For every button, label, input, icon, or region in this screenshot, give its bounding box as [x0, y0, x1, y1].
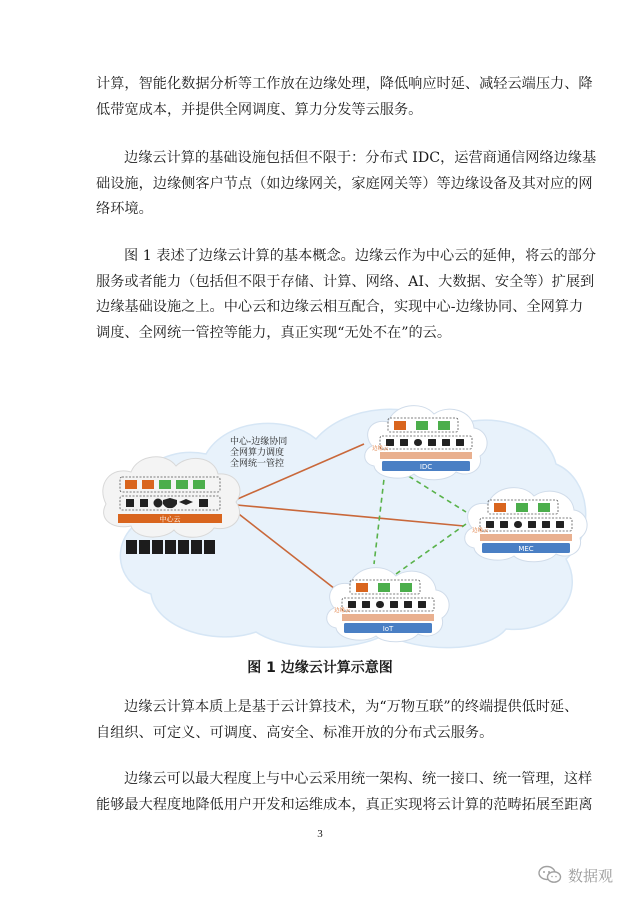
- shield-icon: [390, 601, 398, 608]
- storage-icon: [418, 601, 426, 608]
- storage-icon: [456, 439, 464, 446]
- edge-rack-bar: [342, 614, 434, 621]
- paragraph-line: 低带宽成本，并提供全网调度、算力分发等云服务。: [96, 101, 423, 118]
- monitor-icon: [125, 480, 137, 489]
- shield-icon: [428, 439, 436, 446]
- annotation-line: 中心-边缘协同: [230, 437, 288, 447]
- paragraph-line: 计算，智能化数据分析等工作放在边缘处理，降低响应时延、减轻云端压力、降: [96, 76, 593, 92]
- paragraph-line: 边缘云计算的基础设施包括但不限于：分布式 IDC，运营商通信网络边缘基: [124, 150, 597, 166]
- server-rack-icon: [126, 540, 215, 554]
- page-number: 3: [317, 828, 323, 840]
- edge-node-label: IoT: [382, 624, 394, 633]
- monitor-icon: [193, 480, 205, 489]
- annotation: [230, 435, 287, 469]
- storage-icon: [199, 499, 208, 507]
- paragraph-line: 调度、全网统一管控等能力，真正实现“无处不在”的云。: [96, 324, 452, 341]
- paragraph-5: [96, 767, 593, 818]
- monitor-icon: [494, 503, 506, 512]
- paragraph-line: 础设施，边缘侧客户节点（如边缘网关，家庭网关等）等边缘设备及其对应的网: [96, 175, 593, 192]
- monitor-icon: [176, 480, 188, 489]
- ai-icon: [414, 439, 422, 446]
- annotation-line: 全网算力调度: [230, 448, 285, 458]
- paragraph-2: [96, 146, 597, 223]
- paragraph-line: 图 1 表述了边缘云计算的基本概念。边缘云作为中心云的延伸，将云的部分: [124, 248, 597, 264]
- chip-icon: [486, 521, 494, 528]
- edge-rack-bar: [480, 534, 572, 541]
- monitor-icon: [356, 583, 368, 592]
- paragraph-line: 边缘云可以最大程度上与中心云采用统一架构、统一接口、统一管理，这样: [124, 771, 593, 787]
- layers-icon: [442, 439, 450, 446]
- network-icon: [362, 601, 370, 608]
- paragraph-line: 络环境。: [96, 201, 153, 217]
- ai-icon: [154, 499, 163, 508]
- paragraph-4: [96, 695, 579, 746]
- monitor-icon: [516, 503, 528, 512]
- edge-tag: 边缘云: [334, 608, 351, 614]
- edge-cloud-diagram: [96, 384, 600, 650]
- paragraph-line: 能够最大程度地降低用户开发和运维成本，真正实现将云计算的范畴拓展至距离: [96, 796, 593, 813]
- monitor-icon: [159, 480, 171, 489]
- storage-icon: [556, 521, 564, 528]
- paragraph-line: 边缘云计算本质上是基于云计算技术，为“万物互联”的终端提供低时延、: [124, 699, 579, 715]
- chip-icon: [126, 499, 134, 507]
- chip-icon: [348, 601, 356, 608]
- monitor-icon: [538, 503, 550, 512]
- network-icon: [400, 439, 408, 446]
- chip-icon: [386, 439, 394, 446]
- center-cloud-label: 中心云: [159, 515, 181, 524]
- edge-tag: 边缘云: [372, 446, 389, 452]
- monitor-icon: [416, 421, 428, 430]
- layers-icon: [404, 601, 412, 608]
- monitor-icon: [394, 421, 406, 430]
- monitor-icon: [438, 421, 450, 430]
- paragraph-line: 自组织、可定义、可调度、高安全、标准开放的分布式云服务。: [96, 724, 494, 741]
- paragraph-line: 边缘基础设施之上。中心云和边缘云相互配合，实现中心-边缘协同、全网算力: [96, 299, 584, 315]
- network-icon: [500, 521, 508, 528]
- paragraph-1: [96, 72, 593, 123]
- figure-caption: 图 1 边缘云计算示意图: [247, 660, 393, 676]
- edge-tag: 边缘云: [472, 528, 489, 534]
- monitor-icon: [400, 583, 412, 592]
- paragraph-line: 服务或者能力（包括但不限于存储、计算、网络、AI、大数据、安全等）扩展到: [96, 273, 595, 290]
- wechat-icon: [538, 865, 562, 885]
- watermark-text: 数据观: [568, 866, 614, 885]
- ai-icon: [376, 601, 384, 608]
- annotation-line: 全网统一管控: [230, 459, 285, 469]
- paragraph-3: [96, 244, 597, 346]
- monitor-icon: [142, 480, 154, 489]
- layers-icon: [542, 521, 550, 528]
- monitor-icon: [378, 583, 390, 592]
- network-icon: [140, 499, 148, 507]
- ai-icon: [514, 521, 522, 528]
- edge-node-label: IDC: [419, 462, 433, 471]
- shield-icon: [528, 521, 536, 528]
- watermark: [538, 863, 613, 887]
- edge-rack-bar: [380, 452, 472, 459]
- edge-node-label: MEC: [518, 544, 534, 553]
